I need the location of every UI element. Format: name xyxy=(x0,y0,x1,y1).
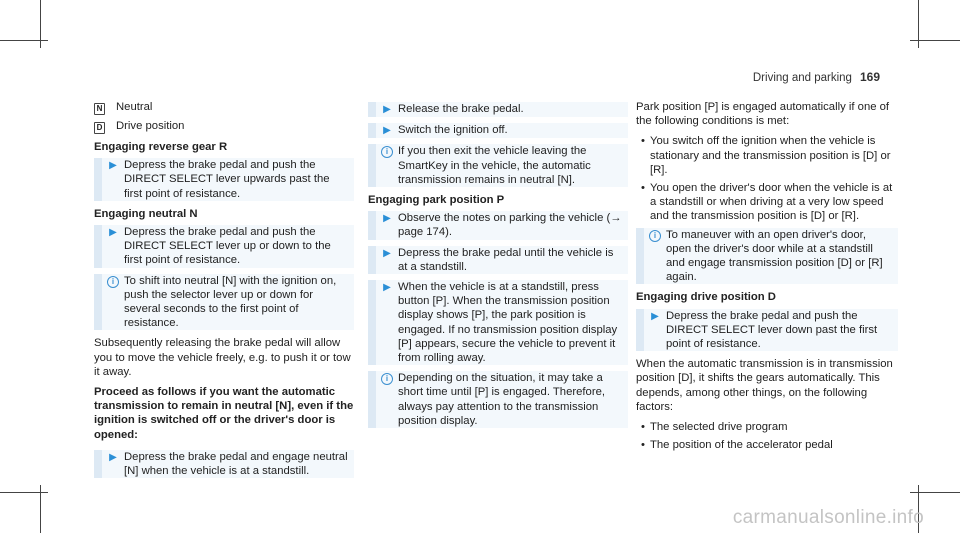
crop-mark xyxy=(0,492,48,493)
running-header xyxy=(753,70,880,84)
column-2 xyxy=(368,100,628,434)
crop-mark xyxy=(0,40,48,41)
note-neutral: i To shift into neutral [N] with the ignition on, push the selector lever up or down for several seconds to the first point of resistance. xyxy=(94,274,354,331)
heading-reverse: Engaging reverse gear R xyxy=(94,141,228,153)
note-exit: i If you then exit the vehicle leaving the SmartKey in the vehicle, the automatic transmission remains in neutral [N]. xyxy=(368,144,628,187)
para-park: Park position [P] is engaged automatically if one of the following conditions is met: xyxy=(636,101,890,128)
crop-mark xyxy=(910,40,960,41)
para-release: Subsequently releasing the brake pedal will allow you to move the vehicle freely, e.g. to push it or tow it away. xyxy=(94,337,351,378)
bullet-item: • You open the driver's door when the vehicle is at a standstill or when driving at a very low speed and the transmission position is [D] or [R]. xyxy=(641,182,893,223)
step-observe: ▶ Observe the notes on parking the vehicle (→ page 174). xyxy=(368,211,628,239)
gear-drive-row xyxy=(94,119,354,134)
info-icon: i xyxy=(107,276,119,288)
arrow-right-icon: ▶ xyxy=(109,451,117,463)
step-reverse: ▶ Depress the brake pedal and push the DIRECT SELECT lever upwards past the first point of resistance. xyxy=(94,158,354,201)
step-drive: ▶ Depress the brake pedal and push the DIRECT SELECT lever down past the first point of resistance. xyxy=(636,309,898,352)
step-proceed: ▶ Depress the brake pedal and engage neutral [N] when the vehicle is at a standstill. xyxy=(94,450,354,478)
bullet-item: • The position of the accelerator pedal xyxy=(641,439,833,452)
column-3 xyxy=(636,100,898,456)
step-switch-off: ▶ Switch the ignition off. xyxy=(368,123,628,138)
heading-neutral: Engaging neutral N xyxy=(94,207,198,220)
arrow-right-icon: ▶ xyxy=(383,282,391,294)
column-1 xyxy=(94,100,354,484)
step-neutral: ▶ Depress the brake pedal and push the DIRECT SELECT lever up or down to the first point of resistance. xyxy=(94,225,354,268)
para-auto: When the automatic transmission is in transmission position [D], it shifts the gears automatically. This depends, among other things, on the following factors: xyxy=(636,358,893,413)
step-standstill: ▶ When the vehicle is at a standstill, press button [P]. When the transmission position display shows [P], the park position is engaged. If no transmission position display [P] appears, secure the vehicle to prevent it from rolling away. xyxy=(368,280,628,365)
arrow-right-icon: ▶ xyxy=(651,310,659,322)
info-icon: i xyxy=(649,230,661,242)
page-number: 169 xyxy=(859,70,880,84)
note-situation: i Depending on the situation, it may take a short time until [P] is engaged. Therefore, always pay attention to the transmission position display. xyxy=(368,371,628,428)
arrow-right-icon: ▶ xyxy=(109,227,117,239)
arrow-right-icon: ▶ xyxy=(383,104,391,115)
info-icon: i xyxy=(381,146,393,158)
section-title: Driving and parking xyxy=(752,72,852,84)
arrow-right-icon: ▶ xyxy=(383,213,391,225)
note-maneuver: i To maneuver with an open driver's door, open the driver's door while at a standstill and engage transmission position [D] or [R] again. xyxy=(636,228,898,285)
gear-d-icon: D xyxy=(94,122,105,134)
heading-proceed: Proceed as follows if you want the automatic transmission to remain in neutral [N], even if the ignition is switched off or the driver's door is opened: xyxy=(94,386,354,441)
heading-park: Engaging park position P xyxy=(368,194,505,207)
heading-drive: Engaging drive position D xyxy=(636,291,776,304)
gear-drive-label: Drive position xyxy=(116,120,185,132)
step-depress: ▶ Depress the brake pedal until the vehicle is at a standstill. xyxy=(368,246,628,274)
arrow-right-icon: ▶ xyxy=(383,125,391,137)
arrow-right-icon: ▶ xyxy=(383,247,391,259)
bullet-item: • You switch off the ignition when the vehicle is stationary and the transmission position is [D] or [R]. xyxy=(641,135,891,176)
gear-neutral-row xyxy=(94,100,354,115)
crop-mark xyxy=(910,492,960,493)
info-icon: i xyxy=(381,373,393,385)
gear-n-icon: N xyxy=(94,103,105,115)
watermark: carmanualsonline.info xyxy=(732,507,924,528)
step-release: ▶ Release the brake pedal. xyxy=(368,102,628,117)
bullet-item: • The selected drive program xyxy=(641,421,788,434)
gear-neutral-label: Neutral xyxy=(116,101,153,113)
arrow-right-icon: ▶ xyxy=(109,160,117,172)
